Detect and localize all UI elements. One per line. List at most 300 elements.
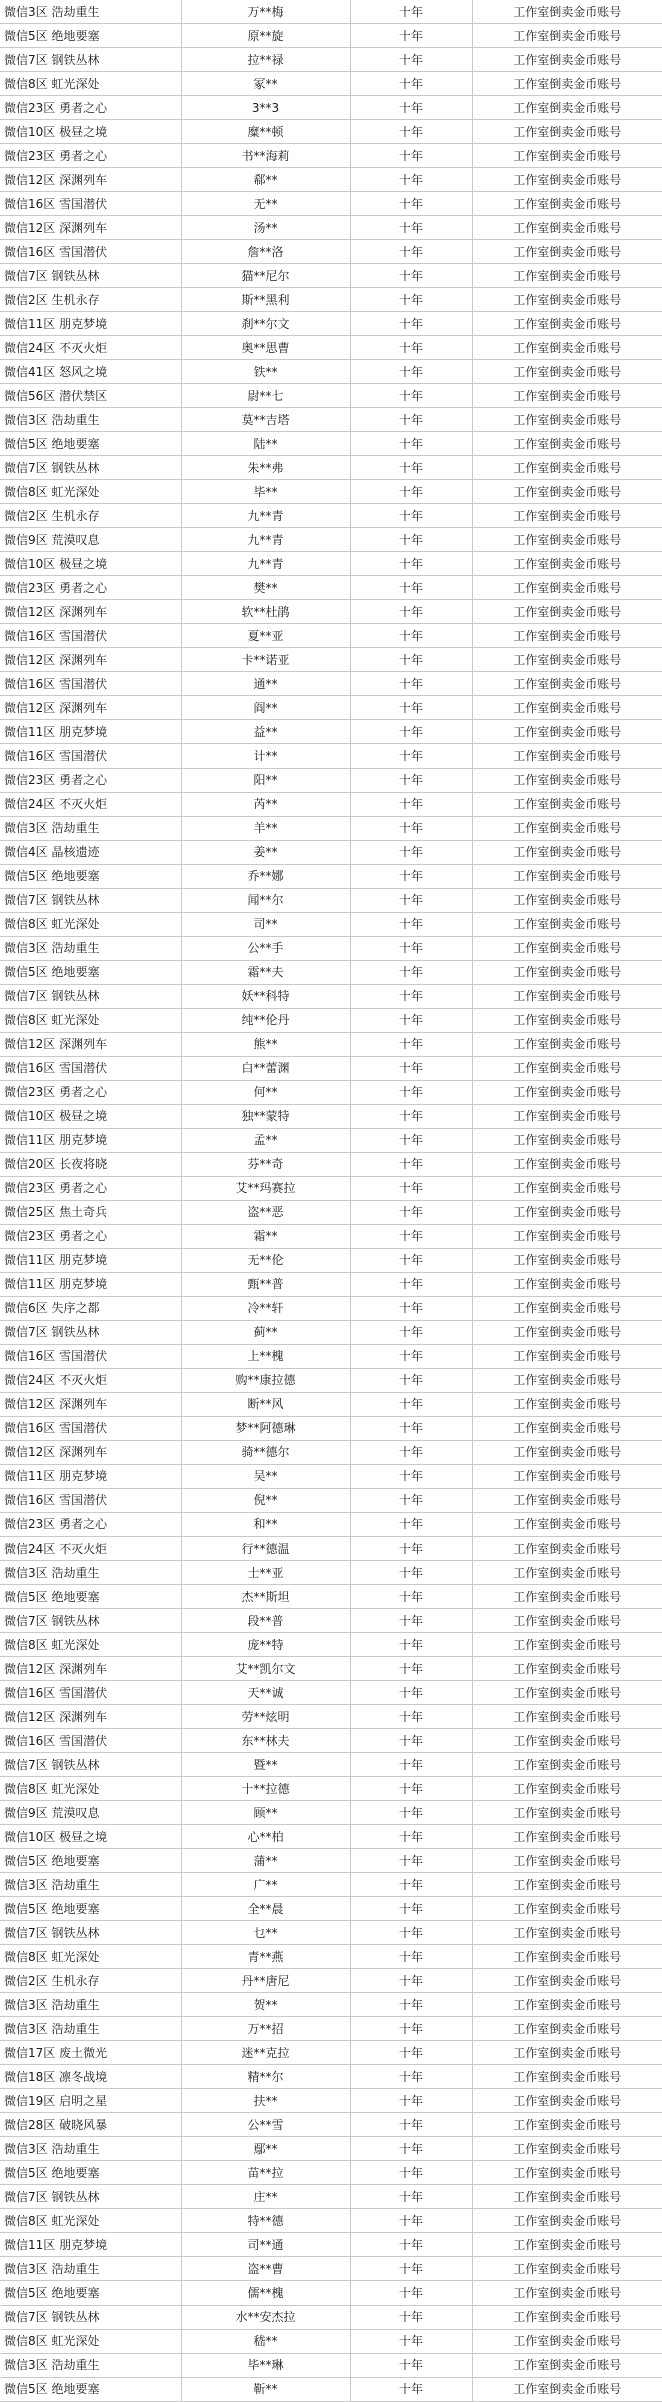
ban-term-cell: 十年 (350, 432, 472, 456)
player-name-cell: 水**安杰拉 (181, 2305, 350, 2329)
table-row (0, 1200, 662, 1224)
table-row (0, 1368, 662, 1392)
violation-type-cell: 工作室倒卖金币账号 (472, 2017, 662, 2041)
server-cell: 微信7区 钢铁丛林 (0, 456, 181, 480)
ban-term-cell: 十年 (350, 864, 472, 888)
table-row (0, 2041, 662, 2065)
player-name-cell: 原**旋 (181, 24, 350, 48)
table-row (0, 312, 662, 336)
table-row (0, 1537, 662, 1561)
violation-type-cell: 工作室倒卖金币账号 (472, 1200, 662, 1224)
table-row (0, 1224, 662, 1248)
player-name-cell: 劳**炫明 (181, 1705, 350, 1729)
table-row (0, 0, 662, 24)
player-name-cell: 益** (181, 720, 350, 744)
ban-term-cell: 十年 (350, 1176, 472, 1200)
violation-type-cell: 工作室倒卖金币账号 (472, 672, 662, 696)
player-name-cell: 3**3 (181, 96, 350, 120)
server-cell: 微信20区 长夜将晓 (0, 1152, 181, 1176)
table-row (0, 480, 662, 504)
violation-type-cell: 工作室倒卖金币账号 (472, 1416, 662, 1440)
player-name-cell: 公**手 (181, 936, 350, 960)
table-row (0, 528, 662, 552)
ban-term-cell: 十年 (350, 1969, 472, 1993)
player-name-cell: 闻**尔 (181, 888, 350, 912)
violation-type-cell: 工作室倒卖金币账号 (472, 168, 662, 192)
server-cell: 微信10区 极昼之境 (0, 120, 181, 144)
player-name-cell: 广** (181, 1873, 350, 1897)
violation-type-cell: 工作室倒卖金币账号 (472, 1897, 662, 1921)
table-row (0, 2209, 662, 2233)
violation-type-cell: 工作室倒卖金币账号 (472, 840, 662, 864)
table-row (0, 792, 662, 816)
player-name-cell: 尉**七 (181, 384, 350, 408)
server-cell: 微信11区 朋克梦境 (0, 1272, 181, 1296)
player-name-cell: 无** (181, 192, 350, 216)
violation-type-cell: 工作室倒卖金币账号 (472, 240, 662, 264)
server-cell: 微信12区 深渊列车 (0, 1440, 181, 1464)
violation-type-cell: 工作室倒卖金币账号 (472, 1368, 662, 1392)
server-cell: 微信8区 虹光深处 (0, 1008, 181, 1032)
ban-term-cell: 十年 (350, 2305, 472, 2329)
ban-term-cell: 十年 (350, 288, 472, 312)
player-name-cell: 陆** (181, 432, 350, 456)
ban-term-cell: 十年 (350, 144, 472, 168)
ban-term-cell: 十年 (350, 1537, 472, 1561)
ban-term-cell: 十年 (350, 552, 472, 576)
player-name-cell: 卡**诺亚 (181, 648, 350, 672)
player-name-cell: 苗**拉 (181, 2161, 350, 2185)
table-row (0, 648, 662, 672)
ban-term-cell: 十年 (350, 2209, 472, 2233)
ban-term-cell: 十年 (350, 1032, 472, 1056)
violation-type-cell: 工作室倒卖金币账号 (472, 1753, 662, 1777)
ban-term-cell: 十年 (350, 1128, 472, 1152)
violation-type-cell: 工作室倒卖金币账号 (472, 72, 662, 96)
server-cell: 微信7区 钢铁丛林 (0, 1609, 181, 1633)
violation-type-cell: 工作室倒卖金币账号 (472, 984, 662, 1008)
violation-type-cell: 工作室倒卖金币账号 (472, 1561, 662, 1585)
server-cell: 微信3区 浩劫重生 (0, 2353, 181, 2377)
ban-term-cell: 十年 (350, 720, 472, 744)
table-row (0, 1152, 662, 1176)
table-row (0, 1032, 662, 1056)
ban-term-cell: 十年 (350, 2089, 472, 2113)
table-row (0, 456, 662, 480)
server-cell: 微信12区 深渊列车 (0, 1032, 181, 1056)
table-row (0, 1176, 662, 1200)
table-row (0, 384, 662, 408)
table-row (0, 1512, 662, 1536)
violation-type-cell: 工作室倒卖金币账号 (472, 1729, 662, 1753)
violation-type-cell: 工作室倒卖金币账号 (472, 504, 662, 528)
ban-term-cell: 十年 (350, 2041, 472, 2065)
table-row (0, 888, 662, 912)
server-cell: 微信23区 勇者之心 (0, 1224, 181, 1248)
violation-type-cell: 工作室倒卖金币账号 (472, 1320, 662, 1344)
server-cell: 微信6区 失序之都 (0, 1296, 181, 1320)
table-row (0, 1561, 662, 1585)
table-row (0, 720, 662, 744)
player-name-cell: 独**蒙特 (181, 1104, 350, 1128)
ban-term-cell: 十年 (350, 312, 472, 336)
violation-type-cell: 工作室倒卖金币账号 (472, 288, 662, 312)
player-name-cell: 铁** (181, 360, 350, 384)
table-row (0, 672, 662, 696)
violation-type-cell: 工作室倒卖金币账号 (472, 936, 662, 960)
table-row (0, 1897, 662, 1921)
server-cell: 微信5区 绝地要塞 (0, 864, 181, 888)
violation-type-cell: 工作室倒卖金币账号 (472, 96, 662, 120)
ban-term-cell: 十年 (350, 1897, 472, 1921)
server-cell: 微信41区 怒风之境 (0, 360, 181, 384)
ban-term-cell: 十年 (350, 1849, 472, 1873)
table-row (0, 408, 662, 432)
violation-type-cell: 工作室倒卖金币账号 (472, 1969, 662, 1993)
table-row (0, 936, 662, 960)
server-cell: 微信10区 极昼之境 (0, 1104, 181, 1128)
table-row (0, 552, 662, 576)
player-name-cell: 儒**槐 (181, 2281, 350, 2305)
table-row (0, 960, 662, 984)
violation-type-cell: 工作室倒卖金币账号 (472, 2377, 662, 2401)
table-row (0, 600, 662, 624)
violation-type-cell: 工作室倒卖金币账号 (472, 912, 662, 936)
ban-term-cell: 十年 (350, 2065, 472, 2089)
server-cell: 微信11区 朋克梦境 (0, 2233, 181, 2257)
player-name-cell: 通** (181, 672, 350, 696)
ban-term-cell: 十年 (350, 1729, 472, 1753)
player-name-cell: 书**海莉 (181, 144, 350, 168)
player-name-cell: 精**尔 (181, 2065, 350, 2089)
player-name-cell: 郗** (181, 168, 350, 192)
server-cell: 微信9区 荒漠叹息 (0, 528, 181, 552)
violation-type-cell: 工作室倒卖金币账号 (472, 552, 662, 576)
table-row (0, 768, 662, 792)
table-row (0, 1080, 662, 1104)
table-row (0, 984, 662, 1008)
server-cell: 微信5区 绝地要塞 (0, 24, 181, 48)
violation-type-cell: 工作室倒卖金币账号 (472, 1801, 662, 1825)
player-name-cell: 士**亚 (181, 1561, 350, 1585)
server-cell: 微信10区 极昼之境 (0, 1825, 181, 1849)
player-name-cell: 司** (181, 912, 350, 936)
table-row (0, 2329, 662, 2353)
server-cell: 微信3区 浩劫重生 (0, 816, 181, 840)
server-cell: 微信3区 浩劫重生 (0, 408, 181, 432)
server-cell: 微信5区 绝地要塞 (0, 432, 181, 456)
server-cell: 微信24区 不灭火炬 (0, 1537, 181, 1561)
violation-type-cell: 工作室倒卖金币账号 (472, 1488, 662, 1512)
server-cell: 微信23区 勇者之心 (0, 96, 181, 120)
player-name-cell: 和** (181, 1512, 350, 1536)
violation-type-cell: 工作室倒卖金币账号 (472, 216, 662, 240)
violation-type-cell: 工作室倒卖金币账号 (472, 816, 662, 840)
violation-type-cell: 工作室倒卖金币账号 (472, 1585, 662, 1609)
server-cell: 微信12区 深渊列车 (0, 1705, 181, 1729)
player-name-cell: 芬**奇 (181, 1152, 350, 1176)
server-cell: 微信23区 勇者之心 (0, 1080, 181, 1104)
player-name-cell: 嵇** (181, 2329, 350, 2353)
ban-term-cell: 十年 (350, 1320, 472, 1344)
player-name-cell: 庄** (181, 2185, 350, 2209)
ban-term-cell: 十年 (350, 192, 472, 216)
ban-term-cell: 十年 (350, 120, 472, 144)
server-cell: 微信23区 勇者之心 (0, 768, 181, 792)
violation-type-cell: 工作室倒卖金币账号 (472, 2257, 662, 2281)
violation-type-cell: 工作室倒卖金币账号 (472, 2209, 662, 2233)
player-name-cell: 无**伦 (181, 1248, 350, 1272)
violation-type-cell: 工作室倒卖金币账号 (472, 1705, 662, 1729)
ban-term-cell: 十年 (350, 888, 472, 912)
ban-term-cell: 十年 (350, 1296, 472, 1320)
player-name-cell: 九**青 (181, 504, 350, 528)
server-cell: 微信16区 雪国潜伏 (0, 1416, 181, 1440)
player-name-cell: 夏**亚 (181, 624, 350, 648)
server-cell: 微信3区 浩劫重生 (0, 0, 181, 24)
player-name-cell: 盗**恶 (181, 1200, 350, 1224)
server-cell: 微信7区 钢铁丛林 (0, 2305, 181, 2329)
player-name-cell: 段**普 (181, 1609, 350, 1633)
ban-term-cell: 十年 (350, 1344, 472, 1368)
player-name-cell: 吴** (181, 1464, 350, 1488)
ban-term-cell: 十年 (350, 1512, 472, 1536)
server-cell: 微信11区 朋克梦境 (0, 720, 181, 744)
violation-type-cell: 工作室倒卖金币账号 (472, 2041, 662, 2065)
server-cell: 微信8区 虹光深处 (0, 1777, 181, 1801)
ban-term-cell: 十年 (350, 1633, 472, 1657)
violation-type-cell: 工作室倒卖金币账号 (472, 648, 662, 672)
server-cell: 微信24区 不灭火炬 (0, 336, 181, 360)
ban-term-cell: 十年 (350, 1753, 472, 1777)
server-cell: 微信16区 雪国潜伏 (0, 1681, 181, 1705)
violation-type-cell: 工作室倒卖金币账号 (472, 2329, 662, 2353)
player-name-cell: 毕** (181, 480, 350, 504)
ban-term-cell: 十年 (350, 360, 472, 384)
table-row (0, 24, 662, 48)
ban-term-cell: 十年 (350, 72, 472, 96)
ban-term-cell: 十年 (350, 504, 472, 528)
ban-term-cell: 十年 (350, 24, 472, 48)
ban-term-cell: 十年 (350, 264, 472, 288)
player-name-cell: 贺** (181, 1993, 350, 2017)
violation-type-cell: 工作室倒卖金币账号 (472, 264, 662, 288)
server-cell: 微信11区 朋克梦境 (0, 1128, 181, 1152)
server-cell: 微信25区 焦土奇兵 (0, 1200, 181, 1224)
violation-type-cell: 工作室倒卖金币账号 (472, 1152, 662, 1176)
ban-term-cell: 十年 (350, 1825, 472, 1849)
table-row (0, 2137, 662, 2161)
player-name-cell: 特**德 (181, 2209, 350, 2233)
server-cell: 微信24区 不灭火炬 (0, 1368, 181, 1392)
ban-term-cell: 十年 (350, 0, 472, 24)
violation-type-cell: 工作室倒卖金币账号 (472, 48, 662, 72)
violation-type-cell: 工作室倒卖金币账号 (472, 0, 662, 24)
player-name-cell: 阎** (181, 696, 350, 720)
table-row (0, 2281, 662, 2305)
server-cell: 微信17区 废土微光 (0, 2041, 181, 2065)
table-row (0, 216, 662, 240)
player-name-cell: 盗**曹 (181, 2257, 350, 2281)
table-row (0, 1344, 662, 1368)
violation-type-cell: 工作室倒卖金币账号 (472, 1296, 662, 1320)
violation-type-cell: 工作室倒卖金币账号 (472, 1344, 662, 1368)
table-row (0, 240, 662, 264)
ban-term-cell: 十年 (350, 1440, 472, 1464)
table-row (0, 2377, 662, 2401)
violation-type-cell: 工作室倒卖金币账号 (472, 1176, 662, 1200)
violation-type-cell: 工作室倒卖金币账号 (472, 480, 662, 504)
violation-type-cell: 工作室倒卖金币账号 (472, 1849, 662, 1873)
server-cell: 微信3区 浩劫重生 (0, 1561, 181, 1585)
player-name-cell: 乜** (181, 1921, 350, 1945)
table-row (0, 1633, 662, 1657)
violation-type-cell: 工作室倒卖金币账号 (472, 1440, 662, 1464)
player-name-cell: 斯**黑利 (181, 288, 350, 312)
server-cell: 微信7区 钢铁丛林 (0, 1921, 181, 1945)
table-row (0, 2233, 662, 2257)
violation-type-cell: 工作室倒卖金币账号 (472, 1993, 662, 2017)
table-row (0, 1440, 662, 1464)
violation-type-cell: 工作室倒卖金币账号 (472, 2065, 662, 2089)
table-row (0, 2257, 662, 2281)
violation-type-cell: 工作室倒卖金币账号 (472, 360, 662, 384)
player-name-cell: 万**梅 (181, 0, 350, 24)
violation-type-cell: 工作室倒卖金币账号 (472, 1224, 662, 1248)
player-name-cell: 霜**夫 (181, 960, 350, 984)
violation-type-cell: 工作室倒卖金币账号 (472, 384, 662, 408)
table-row (0, 912, 662, 936)
violation-type-cell: 工作室倒卖金币账号 (472, 312, 662, 336)
table-row (0, 1873, 662, 1897)
table-row (0, 1488, 662, 1512)
table-row (0, 1849, 662, 1873)
violation-type-cell: 工作室倒卖金币账号 (472, 2305, 662, 2329)
ban-term-cell: 十年 (350, 2377, 472, 2401)
table-row (0, 1609, 662, 1633)
violation-type-cell: 工作室倒卖金币账号 (472, 1128, 662, 1152)
table-row (0, 1705, 662, 1729)
server-cell: 微信24区 不灭火炬 (0, 792, 181, 816)
ban-term-cell: 十年 (350, 1657, 472, 1681)
ban-term-cell: 十年 (350, 96, 472, 120)
violation-type-cell: 工作室倒卖金币账号 (472, 864, 662, 888)
table-row (0, 744, 662, 768)
violation-type-cell: 工作室倒卖金币账号 (472, 1032, 662, 1056)
violation-type-cell: 工作室倒卖金币账号 (472, 1248, 662, 1272)
table-row (0, 1945, 662, 1969)
table-row (0, 1777, 662, 1801)
player-name-cell: 蒲** (181, 1849, 350, 1873)
player-name-cell: 妖**科特 (181, 984, 350, 1008)
violation-type-cell: 工作室倒卖金币账号 (472, 1080, 662, 1104)
ban-term-cell: 十年 (350, 912, 472, 936)
ban-term-cell: 十年 (350, 2281, 472, 2305)
player-name-cell: 顾** (181, 1801, 350, 1825)
player-name-cell: 猫**尼尔 (181, 264, 350, 288)
ban-term-cell: 十年 (350, 960, 472, 984)
table-row (0, 144, 662, 168)
ban-term-cell: 十年 (350, 1921, 472, 1945)
server-cell: 微信10区 极昼之境 (0, 552, 181, 576)
ban-term-cell: 十年 (350, 48, 472, 72)
server-cell: 微信16区 雪国潜伏 (0, 1729, 181, 1753)
ban-term-cell: 十年 (350, 1993, 472, 2017)
server-cell: 微信12区 深渊列车 (0, 216, 181, 240)
ban-term-cell: 十年 (350, 528, 472, 552)
violation-type-cell: 工作室倒卖金币账号 (472, 1512, 662, 1536)
table-row (0, 72, 662, 96)
violation-type-cell: 工作室倒卖金币账号 (472, 2161, 662, 2185)
player-name-cell: 艾**玛赛拉 (181, 1176, 350, 1200)
violation-type-cell: 工作室倒卖金币账号 (472, 1008, 662, 1032)
ban-term-cell: 十年 (350, 1801, 472, 1825)
ban-term-cell: 十年 (350, 1488, 472, 1512)
server-cell: 微信16区 雪国潜伏 (0, 624, 181, 648)
table-row (0, 1729, 662, 1753)
server-cell: 微信12区 深渊列车 (0, 648, 181, 672)
violation-type-cell: 工作室倒卖金币账号 (472, 1657, 662, 1681)
server-cell: 微信12区 深渊列车 (0, 1392, 181, 1416)
table-row (0, 192, 662, 216)
table-row (0, 1681, 662, 1705)
table-row (0, 120, 662, 144)
ban-term-cell: 十年 (350, 2233, 472, 2257)
server-cell: 微信5区 绝地要塞 (0, 1897, 181, 1921)
player-name-cell: 迷**克拉 (181, 2041, 350, 2065)
table-row (0, 1825, 662, 1849)
ban-term-cell: 十年 (350, 456, 472, 480)
violation-type-cell: 工作室倒卖金币账号 (472, 1464, 662, 1488)
player-name-cell: 心**柏 (181, 1825, 350, 1849)
server-cell: 微信8区 虹光深处 (0, 1945, 181, 1969)
table-row (0, 168, 662, 192)
ban-term-cell: 十年 (350, 840, 472, 864)
server-cell: 微信12区 深渊列车 (0, 168, 181, 192)
server-cell: 微信7区 钢铁丛林 (0, 48, 181, 72)
server-cell: 微信23区 勇者之心 (0, 1176, 181, 1200)
player-name-cell: 蓟** (181, 1320, 350, 1344)
server-cell: 微信23区 勇者之心 (0, 576, 181, 600)
violation-type-cell: 工作室倒卖金币账号 (472, 1681, 662, 1705)
violation-type-cell: 工作室倒卖金币账号 (472, 1825, 662, 1849)
table-row (0, 1056, 662, 1080)
player-name-cell: 计** (181, 744, 350, 768)
ban-term-cell: 十年 (350, 2185, 472, 2209)
ban-term-cell: 十年 (350, 168, 472, 192)
violation-type-cell: 工作室倒卖金币账号 (472, 576, 662, 600)
player-name-cell: 九**青 (181, 552, 350, 576)
violation-type-cell: 工作室倒卖金币账号 (472, 888, 662, 912)
ban-term-cell: 十年 (350, 1008, 472, 1032)
violation-type-cell: 工作室倒卖金币账号 (472, 528, 662, 552)
server-cell: 微信16区 雪国潜伏 (0, 1056, 181, 1080)
violation-type-cell: 工作室倒卖金币账号 (472, 792, 662, 816)
server-cell: 微信8区 虹光深处 (0, 72, 181, 96)
player-name-cell: 艾**凯尔文 (181, 1657, 350, 1681)
ban-term-cell: 十年 (350, 2113, 472, 2137)
table-row (0, 1993, 662, 2017)
server-cell: 微信16区 雪国潜伏 (0, 1488, 181, 1512)
table-row (0, 288, 662, 312)
server-cell: 微信3区 浩劫重生 (0, 936, 181, 960)
table-row (0, 2065, 662, 2089)
player-name-cell: 万**招 (181, 2017, 350, 2041)
server-cell: 微信16区 雪国潜伏 (0, 672, 181, 696)
ban-term-cell: 十年 (350, 1056, 472, 1080)
player-name-cell: 拉**禄 (181, 48, 350, 72)
server-cell: 微信3区 浩劫重生 (0, 2137, 181, 2161)
